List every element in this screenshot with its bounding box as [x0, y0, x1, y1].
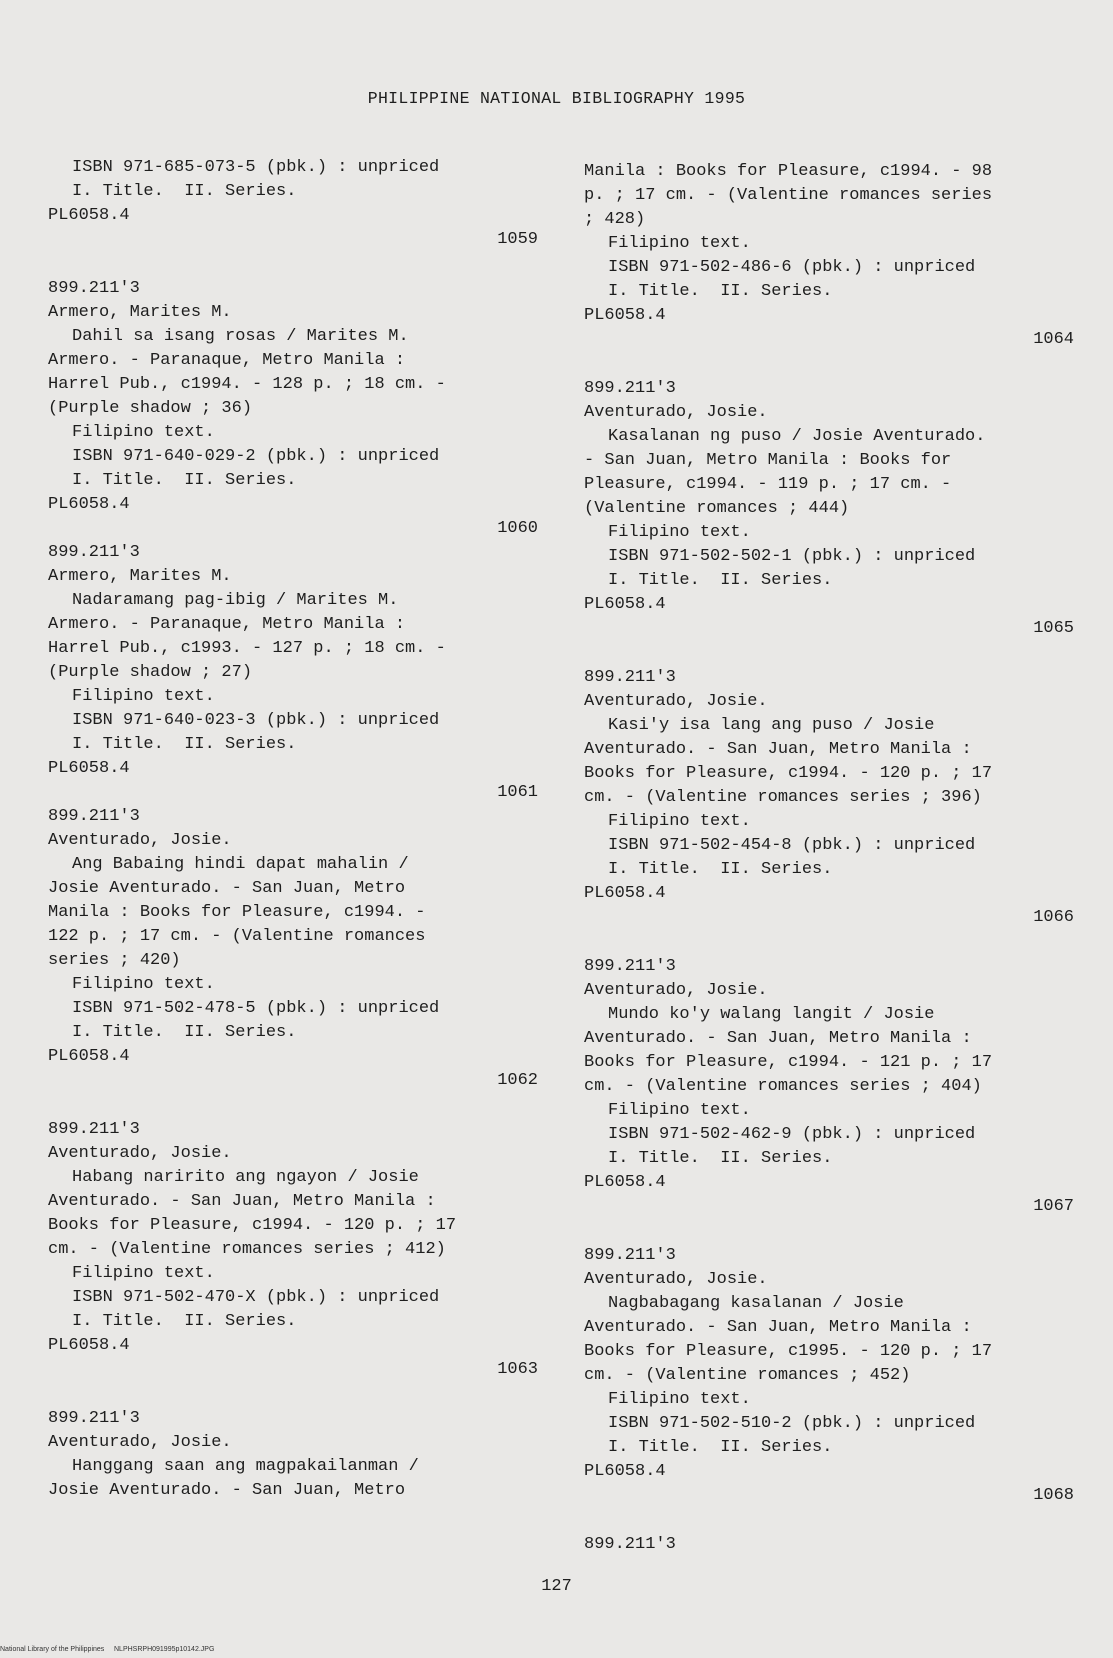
entry-line: Pleasure, c1994. - 119 p. ; 17 cm. -: [584, 475, 952, 494]
entry-line: Aventurado. - San Juan, Metro Manila :: [48, 1192, 436, 1211]
entry-line: cm. - (Valentine romances series ; 412): [48, 1240, 446, 1259]
entry-line: I. Title. II. Series.: [608, 1149, 833, 1168]
entry-line: Filipino text.: [72, 975, 215, 994]
entry-line: Filipino text.: [72, 1264, 215, 1283]
page-number: 127: [541, 1577, 572, 1596]
entry-line: Aventurado, Josie.: [584, 1270, 768, 1289]
entry-line: Ang Babaing hindi dapat mahalin /: [72, 855, 409, 874]
entry-line: ISBN 971-502-470-X (pbk.) : unpriced: [72, 1288, 440, 1307]
entry-line: I. Title. II. Series.: [72, 735, 297, 754]
entry-line: 899.211'3: [584, 379, 676, 398]
entry-line: 122 p. ; 17 cm. - (Valentine romances: [48, 927, 426, 946]
entry-line: Books for Pleasure, c1994. - 120 p. ; 17: [584, 764, 993, 783]
entry-line: Filipino text.: [608, 1390, 751, 1409]
entry-line: Nagbabagang kasalanan / Josie: [608, 1294, 904, 1313]
entry-line: I. Title. II. Series.: [608, 282, 833, 301]
entry-line: cm. - (Valentine romances series ; 396): [584, 788, 982, 807]
entry-number: 1061: [497, 783, 538, 802]
entry-line: Mundo ko'y walang langit / Josie: [608, 1005, 935, 1024]
entry-line: PL6058.4: [48, 1336, 130, 1355]
entry-line: ISBN 971-640-029-2 (pbk.) : unpriced: [72, 447, 440, 466]
entry-line: Harrel Pub., c1994. - 128 p. ; 18 cm. -: [48, 375, 446, 394]
entry-line: cm. - (Valentine romances ; 452): [584, 1366, 911, 1385]
entry-line: PL6058.4: [584, 1173, 666, 1192]
entry-line: Manila : Books for Pleasure, c1994. - 98: [584, 162, 993, 181]
entry-line: I. Title. II. Series.: [608, 571, 833, 590]
scan-stamp: National Library of the Philippines NLPHSRPH091995p10142.JPG: [0, 1646, 215, 1653]
entry-line: PL6058.4: [584, 1462, 666, 1481]
entry-line: Filipino text.: [608, 234, 751, 253]
entry-line: Aventurado, Josie.: [48, 1433, 232, 1452]
entry-line: PL6058.4: [48, 1047, 130, 1066]
entry-line: 899.211'3: [48, 279, 140, 298]
entry-spacer: [48, 1382, 538, 1407]
entry-line: Armero, Marites M.: [48, 303, 232, 322]
entry-line: Armero. - Paranaque, Metro Manila :: [48, 615, 406, 634]
entry-line: Hanggang saan ang magpakailanman /: [72, 1457, 419, 1476]
entry-number: 1067: [1033, 1197, 1074, 1216]
entry-line: Kasalanan ng puso / Josie Aventurado.: [608, 427, 986, 446]
entry-line: Habang naririto ang ngayon / Josie: [72, 1168, 419, 1187]
entry-line: Aventurado, Josie.: [48, 831, 232, 850]
entry-number: 1068: [1033, 1486, 1074, 1505]
entry-number: 1065: [1033, 619, 1074, 638]
entry-line: Filipino text.: [72, 687, 215, 706]
entry-number: 1063: [497, 1360, 538, 1379]
entry-line: ISBN 971-502-502-1 (pbk.) : unpriced: [608, 547, 976, 566]
entry-line: (Purple shadow ; 27): [48, 663, 253, 682]
entry-line: Aventurado, Josie.: [48, 1144, 232, 1163]
entry-line: - San Juan, Metro Manila : Books for: [584, 451, 952, 470]
entry-line: 899.211'3: [584, 1535, 676, 1554]
entry-line: Filipino text.: [608, 812, 751, 831]
entry-spacer: [48, 1093, 538, 1118]
entry-line: ISBN 971-685-073-5 (pbk.) : unpriced: [72, 158, 440, 177]
entry-line: 899.211'3: [48, 807, 140, 826]
entry-line: Aventurado. - San Juan, Metro Manila :: [584, 1318, 972, 1337]
entry-line: PL6058.4: [48, 206, 130, 225]
entry-line: ISBN 971-502-462-9 (pbk.) : unpriced: [608, 1125, 976, 1144]
entry-line: ISBN 971-502-510-2 (pbk.) : unpriced: [608, 1414, 976, 1433]
entry-line: Aventurado, Josie.: [584, 403, 768, 422]
entry-spacer: [584, 930, 1074, 955]
page-title: PHILIPPINE NATIONAL BIBLIOGRAPHY 1995: [367, 89, 746, 108]
entry-line: Filipino text.: [72, 423, 215, 442]
entry-line: ISBN 971-502-486-6 (pbk.) : unpriced: [608, 258, 976, 277]
entry-line: 899.211'3: [584, 957, 676, 976]
entry-line: Aventurado. - San Juan, Metro Manila :: [584, 740, 972, 759]
entry-line: I. Title. II. Series.: [72, 1023, 297, 1042]
entry-line: (Purple shadow ; 36): [48, 399, 253, 418]
entry-line: PL6058.4: [48, 495, 130, 514]
entry-line: I. Title. II. Series.: [72, 471, 297, 490]
entry-line: ISBN 971-640-023-3 (pbk.) : unpriced: [72, 711, 440, 730]
entry-line: Armero, Marites M.: [48, 567, 232, 586]
entry-line: Aventurado. - San Juan, Metro Manila :: [584, 1029, 972, 1048]
entry-line: 899.211'3: [48, 1120, 140, 1139]
entry-spacer: [584, 641, 1074, 666]
entry-line: I. Title. II. Series.: [608, 860, 833, 879]
left-column: [48, 156, 538, 1503]
entry-line: PL6058.4: [584, 884, 666, 903]
entry-line: 899.211'3: [48, 543, 140, 562]
entry-line: series ; 420): [48, 951, 181, 970]
entry-line: Harrel Pub., c1993. - 127 p. ; 18 cm. -: [48, 639, 446, 658]
entry-spacer: [48, 252, 538, 277]
entry-line: Kasi'y isa lang ang puso / Josie: [608, 716, 935, 735]
entry-number: 1062: [497, 1071, 538, 1090]
entry-line: PL6058.4: [584, 306, 666, 325]
entry-number: 1064: [1033, 330, 1074, 349]
entry-spacer: [584, 1508, 1074, 1533]
entry-number: 1066: [1033, 908, 1074, 927]
entry-spacer: [584, 1219, 1074, 1244]
entry-line: Filipino text.: [608, 1101, 751, 1120]
entry-line: Filipino text.: [608, 523, 751, 542]
entry-line: 899.211'3: [584, 668, 676, 687]
entry-line: Books for Pleasure, c1994. - 121 p. ; 17: [584, 1053, 993, 1072]
entry-line: 899.211'3: [48, 1409, 140, 1428]
entry-line: Books for Pleasure, c1994. - 120 p. ; 17: [48, 1216, 457, 1235]
entry-line: Aventurado, Josie.: [584, 692, 768, 711]
entry-line: cm. - (Valentine romances series ; 404): [584, 1077, 982, 1096]
entry-line: I. Title. II. Series.: [72, 182, 297, 201]
right-column: [584, 160, 1074, 1557]
entry-line: Manila : Books for Pleasure, c1994. -: [48, 903, 426, 922]
entry-line: Armero. - Paranaque, Metro Manila :: [48, 351, 406, 370]
entry-line: PL6058.4: [48, 759, 130, 778]
entry-line: Aventurado, Josie.: [584, 981, 768, 1000]
entry-line: Books for Pleasure, c1995. - 120 p. ; 17: [584, 1342, 993, 1361]
entry-line: I. Title. II. Series.: [72, 1312, 297, 1331]
entry-line: ISBN 971-502-478-5 (pbk.) : unpriced: [72, 999, 440, 1018]
entry-line: ISBN 971-502-454-8 (pbk.) : unpriced: [608, 836, 976, 855]
entry-line: Josie Aventurado. - San Juan, Metro: [48, 1481, 406, 1500]
entry-line: PL6058.4: [584, 595, 666, 614]
entry-line: (Valentine romances ; 444): [584, 499, 850, 518]
entry-line: ; 428): [584, 210, 646, 229]
entry-line: Dahil sa isang rosas / Marites M.: [72, 327, 409, 346]
entry-line: p. ; 17 cm. - (Valentine romances series: [584, 186, 993, 205]
entry-number: 1059: [497, 230, 538, 249]
entry-line: 899.211'3: [584, 1246, 676, 1265]
entry-number: 1060: [497, 519, 538, 538]
entry-line: Josie Aventurado. - San Juan, Metro: [48, 879, 406, 898]
entry-spacer: [584, 352, 1074, 377]
entry-line: I. Title. II. Series.: [608, 1438, 833, 1457]
entry-line: Nadaramang pag-ibig / Marites M.: [72, 591, 399, 610]
